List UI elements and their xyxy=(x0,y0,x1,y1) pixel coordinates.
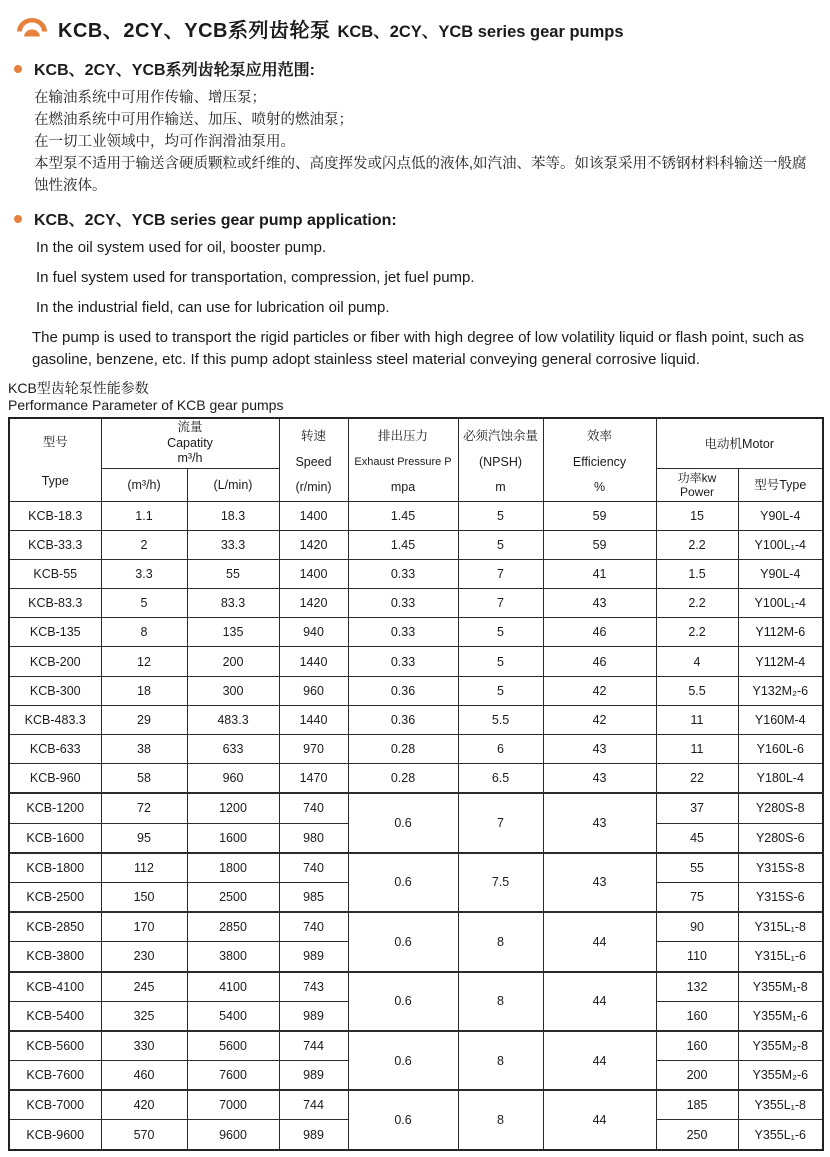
cell-pressure: 0.36 xyxy=(348,676,458,705)
cell-capacity-m3h: 1.1 xyxy=(101,501,187,530)
cell-speed: 985 xyxy=(279,882,348,912)
cell-capacity-lmin: 2850 xyxy=(187,912,279,942)
cell-pressure: 0.33 xyxy=(348,647,458,676)
cell-capacity-m3h: 150 xyxy=(101,882,187,912)
col-header-speed-en: Speed xyxy=(295,454,332,469)
cell-capacity-lmin: 4100 xyxy=(187,972,279,1002)
cell-pressure: 0.6 xyxy=(348,853,458,912)
cell-model: KCB-1800 xyxy=(9,853,101,883)
cell-speed: 1400 xyxy=(279,501,348,530)
cell-power: 2.2 xyxy=(656,618,738,647)
cell-power: 22 xyxy=(656,764,738,794)
cell-capacity-m3h: 570 xyxy=(101,1120,187,1150)
col-header-capacity-en: Capatity xyxy=(167,435,213,450)
col-header-pressure-zh: 排出压力 xyxy=(378,428,429,443)
cell-power: 45 xyxy=(656,823,738,853)
cell-motor-type: Y355L₁-6 xyxy=(738,1120,823,1150)
table-row xyxy=(9,676,823,705)
col-header-capacity-lmin-label: (L/min) xyxy=(213,477,253,492)
cell-speed: 740 xyxy=(279,793,348,823)
col-header-type-zh: 型号 xyxy=(42,434,68,449)
zh-line-2: 在燃油系统中可用作输送、加压、喷射的燃油泵； xyxy=(34,112,353,128)
cell-motor-type: Y90L-4 xyxy=(738,501,823,530)
application-list-en xyxy=(36,237,812,318)
cell-motor-type: Y90L-4 xyxy=(738,559,823,588)
cell-speed: 940 xyxy=(279,618,348,647)
bullet-icon xyxy=(14,215,22,223)
cell-npsh: 7.5 xyxy=(458,853,543,912)
cell-npsh: 5.5 xyxy=(458,705,543,734)
cell-pressure: 0.6 xyxy=(348,972,458,1031)
col-header-speed xyxy=(279,418,348,501)
cell-power: 132 xyxy=(656,972,738,1002)
cell-pressure: 0.6 xyxy=(348,912,458,971)
cell-motor-type: Y160M-4 xyxy=(738,705,823,734)
application-paragraph-en: The pump is used to transport the rigid particles or fiber with high degree of low volatility liquid or flash point, such as gasoline, benzene, etc. If this pump adopt stainless steel material conveying general corrosive liquid. xyxy=(32,329,805,368)
cell-efficiency: 43 xyxy=(543,793,656,852)
cell-motor-type: Y160L-6 xyxy=(738,735,823,764)
cell-capacity-lmin: 483.3 xyxy=(187,705,279,734)
en-line-2: In fuel system used for transportation, compression, jet fuel pump. xyxy=(36,269,475,286)
cell-capacity-lmin: 5400 xyxy=(187,1001,279,1031)
col-header-capacity-zh: 流量 xyxy=(177,420,203,434)
cell-motor-type: Y132M₂-6 xyxy=(738,676,823,705)
cell-capacity-lmin: 55 xyxy=(187,559,279,588)
cell-motor-type: Y100L₁-4 xyxy=(738,589,823,618)
en-line-3: In the industrial field, can use for lubrication oil pump. xyxy=(36,299,390,316)
cell-efficiency: 44 xyxy=(543,912,656,971)
cell-model: KCB-135 xyxy=(9,618,101,647)
cell-efficiency: 46 xyxy=(543,647,656,676)
cell-capacity-lmin: 9600 xyxy=(187,1120,279,1150)
cell-power: 4 xyxy=(656,647,738,676)
col-header-speed-unit: (r/min) xyxy=(295,479,332,494)
cell-speed: 989 xyxy=(279,942,348,972)
col-header-npsh-en: (NPSH) xyxy=(478,454,523,469)
cell-capacity-m3h: 72 xyxy=(101,793,187,823)
cell-capacity-lmin: 1200 xyxy=(187,793,279,823)
cell-power: 5.5 xyxy=(656,676,738,705)
cell-capacity-lmin: 1600 xyxy=(187,823,279,853)
cell-capacity-lmin: 83.3 xyxy=(187,589,279,618)
col-header-motor-label: 电动机Motor xyxy=(704,436,774,451)
col-header-npsh-unit: m xyxy=(495,479,506,494)
cell-motor-type: Y315L₁-8 xyxy=(738,912,823,942)
cell-model: KCB-2850 xyxy=(9,912,101,942)
brand-arc-icon xyxy=(14,18,50,39)
cell-model: KCB-1200 xyxy=(9,793,101,823)
cell-efficiency: 46 xyxy=(543,618,656,647)
table-row xyxy=(9,1090,823,1120)
cell-npsh: 7 xyxy=(458,589,543,618)
cell-capacity-m3h: 8 xyxy=(101,618,187,647)
cell-capacity-m3h: 18 xyxy=(101,676,187,705)
cell-speed: 1420 xyxy=(279,589,348,618)
cell-npsh: 5 xyxy=(458,647,543,676)
cell-model: KCB-960 xyxy=(9,764,101,794)
cell-speed: 980 xyxy=(279,823,348,853)
page-title-zh: KCB、2CY、YCB系列齿轮泵 xyxy=(58,20,331,42)
cell-motor-type: Y355L₁-8 xyxy=(738,1090,823,1120)
cell-motor-type: Y180L-4 xyxy=(738,764,823,794)
cell-capacity-m3h: 58 xyxy=(101,764,187,794)
cell-power: 110 xyxy=(656,942,738,972)
cell-capacity-lmin: 5600 xyxy=(187,1031,279,1061)
cell-npsh: 5 xyxy=(458,501,543,530)
col-header-capacity-lmin xyxy=(187,468,279,501)
cell-motor-type: Y112M-6 xyxy=(738,618,823,647)
cell-motor-type: Y315L₁-6 xyxy=(738,942,823,972)
cell-power: 75 xyxy=(656,882,738,912)
cell-motor-type: Y100L₁-4 xyxy=(738,530,823,559)
table-row xyxy=(9,793,823,823)
col-header-type xyxy=(9,418,101,501)
cell-pressure: 0.6 xyxy=(348,793,458,852)
cell-efficiency: 42 xyxy=(543,705,656,734)
table-row xyxy=(9,912,823,942)
col-header-type-en: Type xyxy=(41,473,69,488)
cell-speed: 1400 xyxy=(279,559,348,588)
page-title xyxy=(14,14,822,43)
cell-power: 185 xyxy=(656,1090,738,1120)
cell-npsh: 5 xyxy=(458,530,543,559)
cell-capacity-m3h: 330 xyxy=(101,1031,187,1061)
col-header-npsh xyxy=(458,418,543,501)
cell-capacity-lmin: 633 xyxy=(187,735,279,764)
col-header-power-zh: 功率kw xyxy=(677,470,717,485)
col-header-motor-type-label: 型号Type xyxy=(754,478,807,492)
cell-efficiency: 43 xyxy=(543,589,656,618)
col-header-capacity-m3h xyxy=(101,468,187,501)
cell-efficiency: 41 xyxy=(543,559,656,588)
table-row xyxy=(9,530,823,559)
table-caption-en: Performance Parameter of KCB gear pumps xyxy=(8,397,284,413)
performance-table-body xyxy=(9,501,823,1150)
cell-capacity-lmin: 1800 xyxy=(187,853,279,883)
cell-model: KCB-5400 xyxy=(9,1001,101,1031)
col-header-efficiency-en: Efficiency xyxy=(572,454,627,469)
col-header-efficiency xyxy=(543,418,656,501)
cell-model: KCB-7000 xyxy=(9,1090,101,1120)
cell-capacity-lmin: 135 xyxy=(187,618,279,647)
cell-pressure: 1.45 xyxy=(348,530,458,559)
cell-power: 250 xyxy=(656,1120,738,1150)
cell-model: KCB-633 xyxy=(9,735,101,764)
cell-motor-type: Y355M₂-6 xyxy=(738,1061,823,1091)
table-row xyxy=(9,1031,823,1061)
col-header-pressure-en: Exhaust Pressure P xyxy=(354,455,452,468)
cell-speed: 960 xyxy=(279,676,348,705)
cell-model: KCB-200 xyxy=(9,647,101,676)
cell-power: 2.2 xyxy=(656,589,738,618)
cell-pressure: 1.45 xyxy=(348,501,458,530)
cell-motor-type: Y280S-8 xyxy=(738,793,823,823)
cell-efficiency: 43 xyxy=(543,853,656,912)
cell-efficiency: 59 xyxy=(543,501,656,530)
col-header-power-en: Power xyxy=(680,484,715,499)
page-title-en: KCB、2CY、YCB series gear pumps xyxy=(337,22,624,41)
cell-power: 160 xyxy=(656,1031,738,1061)
cell-model: KCB-9600 xyxy=(9,1120,101,1150)
zh-line-1: 在输油系统中可用作传输、增压泵； xyxy=(34,90,266,106)
cell-capacity-lmin: 2500 xyxy=(187,882,279,912)
cell-model: KCB-1600 xyxy=(9,823,101,853)
cell-npsh: 5 xyxy=(458,676,543,705)
cell-motor-type: Y315S-8 xyxy=(738,853,823,883)
cell-speed: 744 xyxy=(279,1031,348,1061)
cell-capacity-m3h: 230 xyxy=(101,942,187,972)
cell-capacity-m3h: 3.3 xyxy=(101,559,187,588)
cell-pressure: 0.33 xyxy=(348,589,458,618)
cell-speed: 970 xyxy=(279,735,348,764)
cell-speed: 1470 xyxy=(279,764,348,794)
cell-capacity-m3h: 325 xyxy=(101,1001,187,1031)
table-row xyxy=(9,589,823,618)
cell-speed: 1420 xyxy=(279,530,348,559)
cell-power: 90 xyxy=(656,912,738,942)
cell-power: 2.2 xyxy=(656,530,738,559)
cell-capacity-lmin: 300 xyxy=(187,676,279,705)
cell-speed: 1440 xyxy=(279,647,348,676)
cell-efficiency: 43 xyxy=(543,764,656,794)
cell-capacity-m3h: 170 xyxy=(101,912,187,942)
col-header-speed-zh: 转速 xyxy=(301,428,327,443)
cell-model: KCB-300 xyxy=(9,676,101,705)
cell-power: 200 xyxy=(656,1061,738,1091)
cell-capacity-m3h: 112 xyxy=(101,853,187,883)
col-header-pressure xyxy=(348,418,458,501)
cell-speed: 744 xyxy=(279,1090,348,1120)
cell-speed: 743 xyxy=(279,972,348,1002)
cell-model: KCB-18.3 xyxy=(9,501,101,530)
cell-npsh: 8 xyxy=(458,972,543,1031)
cell-pressure: 0.36 xyxy=(348,705,458,734)
table-row xyxy=(9,501,823,530)
cell-capacity-lmin: 200 xyxy=(187,647,279,676)
cell-npsh: 8 xyxy=(458,1031,543,1090)
zh-line-3: 在一切工业领域中，均可作润滑油泵用。 xyxy=(34,134,295,150)
cell-capacity-lmin: 33.3 xyxy=(187,530,279,559)
cell-power: 15 xyxy=(656,501,738,530)
cell-pressure: 0.6 xyxy=(348,1090,458,1149)
section-heading-en xyxy=(14,207,822,230)
cell-speed: 740 xyxy=(279,912,348,942)
col-header-efficiency-unit: % xyxy=(593,479,606,494)
cell-model: KCB-83.3 xyxy=(9,589,101,618)
cell-npsh: 6 xyxy=(458,735,543,764)
col-header-motor xyxy=(656,418,823,468)
table-row xyxy=(9,647,823,676)
cell-motor-type: Y355M₁-6 xyxy=(738,1001,823,1031)
cell-capacity-lmin: 7000 xyxy=(187,1090,279,1120)
col-header-capacity-unit: m³/h xyxy=(177,451,203,465)
table-row xyxy=(9,735,823,764)
cell-capacity-m3h: 5 xyxy=(101,589,187,618)
col-header-npsh-zh: 必须汽蚀余量 xyxy=(463,428,539,443)
cell-capacity-lmin: 7600 xyxy=(187,1061,279,1091)
performance-table xyxy=(8,417,824,1151)
cell-capacity-lmin: 18.3 xyxy=(187,501,279,530)
cell-power: 11 xyxy=(656,705,738,734)
table-row xyxy=(9,853,823,883)
cell-power: 37 xyxy=(656,793,738,823)
table-row xyxy=(9,618,823,647)
cell-motor-type: Y112M-4 xyxy=(738,647,823,676)
section-heading-zh xyxy=(14,57,822,80)
cell-capacity-m3h: 95 xyxy=(101,823,187,853)
section-heading-zh-text: KCB、2CY、YCB系列齿轮泵应用范围: xyxy=(34,62,315,79)
cell-speed: 989 xyxy=(279,1120,348,1150)
cell-efficiency: 44 xyxy=(543,1031,656,1090)
cell-npsh: 8 xyxy=(458,912,543,971)
col-header-efficiency-zh: 效率 xyxy=(587,428,613,443)
cell-power: 160 xyxy=(656,1001,738,1031)
col-header-capacity-m3h-label: (m³/h) xyxy=(127,477,161,492)
cell-model: KCB-4100 xyxy=(9,972,101,1002)
cell-capacity-m3h: 420 xyxy=(101,1090,187,1120)
cell-pressure: 0.33 xyxy=(348,559,458,588)
cell-speed: 740 xyxy=(279,853,348,883)
cell-model: KCB-5600 xyxy=(9,1031,101,1061)
cell-motor-type: Y355M₁-8 xyxy=(738,972,823,1002)
cell-power: 11 xyxy=(656,735,738,764)
cell-efficiency: 42 xyxy=(543,676,656,705)
cell-model: KCB-7600 xyxy=(9,1061,101,1091)
cell-pressure: 0.28 xyxy=(348,764,458,794)
cell-efficiency: 43 xyxy=(543,735,656,764)
cell-capacity-lmin: 3800 xyxy=(187,942,279,972)
cell-speed: 989 xyxy=(279,1061,348,1091)
cell-power: 1.5 xyxy=(656,559,738,588)
table-caption-zh: KCB型齿轮泵性能参数 xyxy=(8,380,149,396)
cell-capacity-m3h: 245 xyxy=(101,972,187,1002)
col-header-pressure-unit: mpa xyxy=(390,479,416,494)
cell-model: KCB-55 xyxy=(9,559,101,588)
cell-pressure: 0.6 xyxy=(348,1031,458,1090)
cell-motor-type: Y280S-6 xyxy=(738,823,823,853)
table-row xyxy=(9,559,823,588)
cell-efficiency: 59 xyxy=(543,530,656,559)
col-header-power xyxy=(656,468,738,501)
cell-model: KCB-2500 xyxy=(9,882,101,912)
cell-model: KCB-483.3 xyxy=(9,705,101,734)
cell-speed: 1440 xyxy=(279,705,348,734)
cell-pressure: 0.28 xyxy=(348,735,458,764)
section-heading-en-text: KCB、2CY、YCB series gear pump application: xyxy=(34,212,397,229)
cell-capacity-m3h: 38 xyxy=(101,735,187,764)
cell-npsh: 6.5 xyxy=(458,764,543,794)
cell-model: KCB-33.3 xyxy=(9,530,101,559)
cell-capacity-m3h: 12 xyxy=(101,647,187,676)
table-row xyxy=(9,705,823,734)
cell-efficiency: 44 xyxy=(543,1090,656,1149)
cell-capacity-m3h: 29 xyxy=(101,705,187,734)
bullet-icon xyxy=(14,65,22,73)
cell-motor-type: Y315S-6 xyxy=(738,882,823,912)
application-list-zh xyxy=(34,87,812,197)
zh-line-4: 本型泵不适用于输送含硬质颗粒或纤维的、高度挥发或闪点低的液体,如汽油、苯等。如该泵采用不锈钢材料科输送一般腐蚀性液体。 xyxy=(34,156,807,194)
cell-capacity-m3h: 460 xyxy=(101,1061,187,1091)
en-line-1: In the oil system used for oil, booster pump. xyxy=(36,239,327,256)
cell-efficiency: 44 xyxy=(543,972,656,1031)
cell-capacity-lmin: 960 xyxy=(187,764,279,794)
cell-npsh: 7 xyxy=(458,559,543,588)
cell-npsh: 8 xyxy=(458,1090,543,1149)
col-header-capacity xyxy=(101,418,279,468)
col-header-motor-type xyxy=(738,468,823,501)
cell-capacity-m3h: 2 xyxy=(101,530,187,559)
table-row xyxy=(9,764,823,794)
cell-motor-type: Y355M₂-8 xyxy=(738,1031,823,1061)
cell-model: KCB-3800 xyxy=(9,942,101,972)
cell-power: 55 xyxy=(656,853,738,883)
cell-npsh: 7 xyxy=(458,793,543,852)
cell-speed: 989 xyxy=(279,1001,348,1031)
cell-pressure: 0.33 xyxy=(348,618,458,647)
table-row xyxy=(9,972,823,1002)
cell-npsh: 5 xyxy=(458,618,543,647)
